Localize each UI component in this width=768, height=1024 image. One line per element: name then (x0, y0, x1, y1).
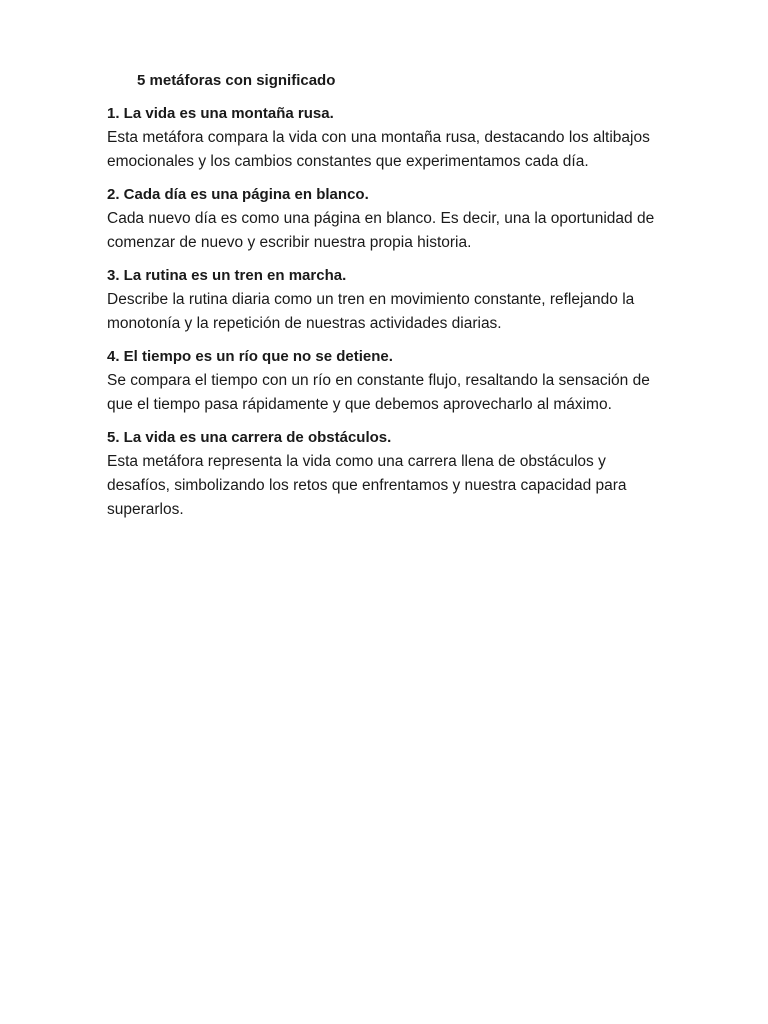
metaphor-item-1 (107, 102, 668, 174)
metaphor-item-5 (107, 426, 668, 522)
metaphor-heading: 4. El tiempo es un río que no se detiene. (107, 348, 393, 365)
metaphor-heading: 2. Cada día es una página en blanco. (107, 186, 369, 203)
metaphor-item-3 (107, 264, 668, 336)
metaphor-explanation: Describe la rutina diaria como un tren en movimiento constante, reflejando la monotonía y la repetición de nuestras actividades diarias. (107, 291, 635, 332)
metaphor-heading: 3. La rutina es un tren en marcha. (107, 267, 347, 284)
metaphor-explanation: Cada nuevo día es como una página en blanco. Es decir, una la oportunidad de comenzar de nuevo y escribir nuestra propia historia. (107, 210, 655, 251)
metaphor-explanation: Esta metáfora compara la vida con una montaña rusa, destacando los altibajos emocionales y los cambios constantes que experimentamos cada día. (107, 129, 650, 170)
metaphor-item-4 (107, 345, 668, 417)
metaphor-explanation: Esta metáfora representa la vida como una carrera llena de obstáculos y desafíos, simbolizando los retos que enfrentamos y nuestra capacidad para superarlos. (107, 453, 627, 518)
metaphor-item-2 (107, 183, 668, 255)
metaphor-explanation: Se compara el tiempo con un río en constante flujo, resaltando la sensación de que el tiempo pasa rápidamente y que debemos aprovecharlo al máximo. (107, 372, 650, 413)
metaphor-heading: 5. La vida es una carrera de obstáculos. (107, 429, 392, 446)
metaphor-heading: 1. La vida es una montaña rusa. (107, 105, 334, 122)
document-title: 5 metáforas con significado (137, 72, 336, 89)
